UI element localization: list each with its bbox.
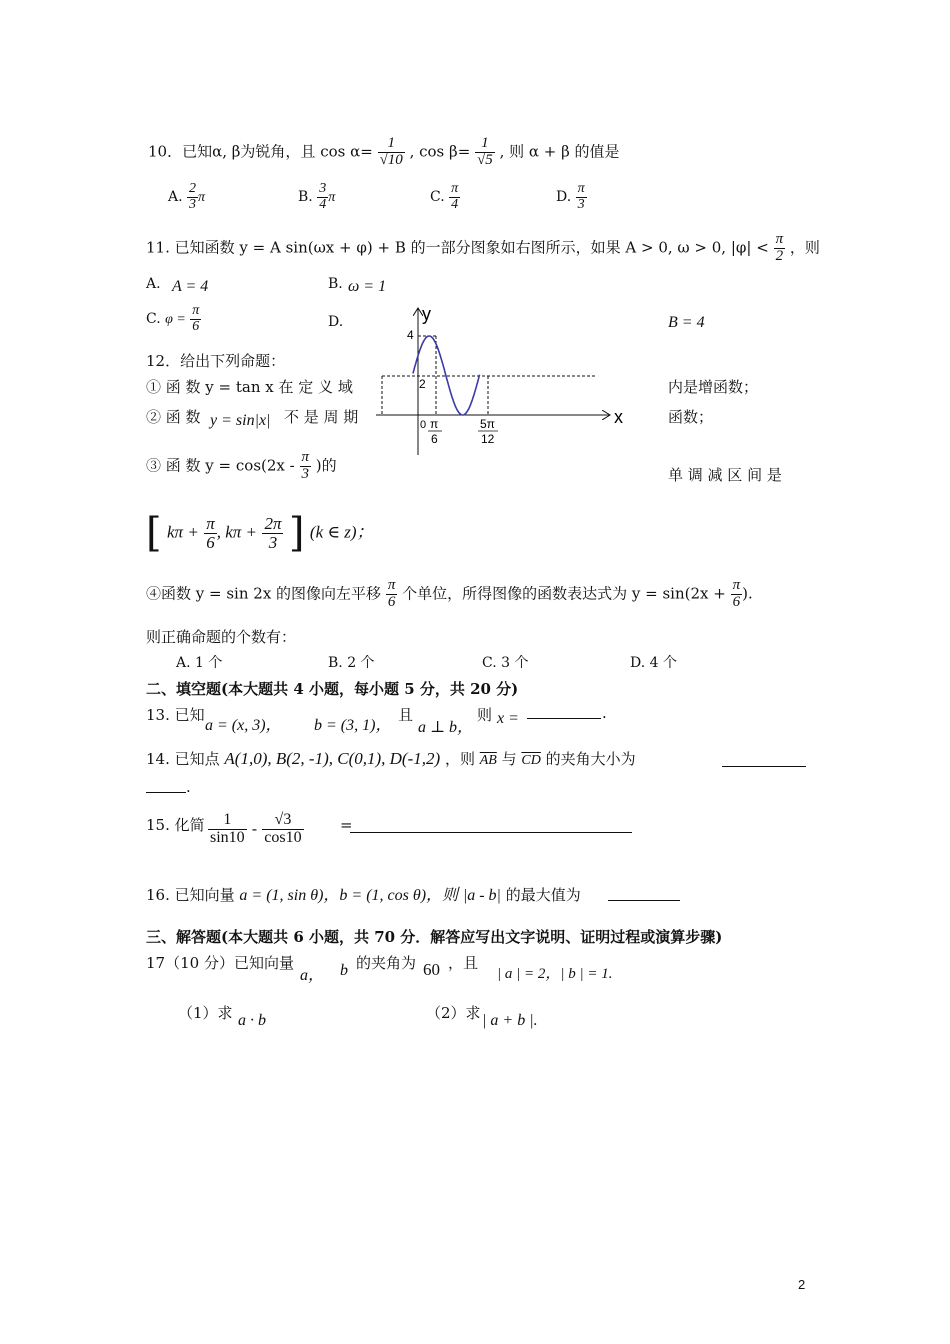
q13-perp: a ⊥ b， bbox=[418, 719, 474, 736]
q12-prop3-tail: 单 调 减 区 间 是 bbox=[668, 466, 782, 484]
q12-prop2-b: 不 是 周 期 bbox=[284, 408, 359, 426]
q13-f: 则 bbox=[477, 706, 493, 724]
q13-period: . bbox=[602, 704, 607, 722]
q10-option-c[interactable]: C. $\frac{\pi}{4}$ bbox=[430, 181, 459, 212]
q17-a: 17（10 分）已知向量 bbox=[146, 954, 294, 972]
q12-prop3: ③ 函 数 y = cos(2x - $\frac{\pi}{3}$ )的 bbox=[146, 449, 337, 482]
q13-vec-a: a = (x, 3)， bbox=[205, 717, 282, 734]
q12-option-d[interactable]: D. 4 个 bbox=[630, 655, 677, 671]
q10-stem: 10．已知α, β为锐角，且 cos α= $\frac{1}{√10}$ , cos β= $\frac{1}{√5}$ , 则 α + β 的值是 bbox=[148, 135, 620, 168]
q17-part2: （2）求 bbox=[426, 1004, 481, 1022]
tick-pi6-num: π bbox=[430, 417, 439, 431]
q17-vb: b bbox=[340, 962, 348, 979]
q12-option-b[interactable]: B. 2 个 bbox=[328, 655, 375, 671]
q12-prop2-c: 函数； bbox=[668, 408, 714, 426]
q16-abs: |a - b| bbox=[462, 887, 501, 904]
q14-points: A(1,0), B(2, -1), C(0,1), D(-1,2) bbox=[224, 749, 441, 768]
q12-option-a[interactable]: A. 1 个 bbox=[176, 655, 223, 671]
q10-option-a[interactable]: A. $\frac{2}{3}$ π bbox=[168, 181, 206, 212]
q14-answer-blank-2[interactable] bbox=[146, 774, 186, 793]
q14-vec-cd: $\overline{CD}$ bbox=[521, 753, 541, 768]
q17-part1: （1）求 bbox=[178, 1004, 233, 1022]
q17-c: ，且 bbox=[448, 954, 479, 972]
q11-option-d-value: B = 4 bbox=[668, 314, 705, 331]
q12-prop2-math: y = sin|x| bbox=[210, 412, 271, 429]
q11-option-b[interactable]: B. bbox=[328, 276, 343, 292]
q11-option-a[interactable]: A. bbox=[146, 276, 161, 292]
q12-prop3-interval: [ kπ + $\frac{\pi}{6}$ , kπ + $\frac{2\pi}{3}$ ] (k ∈ z)； bbox=[146, 510, 374, 556]
q15-a: 15. 化简 bbox=[146, 816, 205, 834]
q17-d: | a | = 2，| b | = 1. bbox=[497, 966, 613, 982]
y-axis-label: y bbox=[422, 304, 431, 324]
q17-va: a， bbox=[300, 967, 325, 984]
q12-stem: 12．给出下列命题： bbox=[146, 352, 286, 370]
q10-stem-text: 10．已知α, β为锐角，且 cos α= bbox=[148, 142, 373, 161]
q16-line: 16. 已知向量 a = (1, sin θ)，b = (1, cos θ)，则 |a - b| 的最大值为 bbox=[146, 886, 581, 904]
q17-part1-math: a · b bbox=[238, 1012, 266, 1029]
q10-option-b[interactable]: B. $\frac{3}{4}$ π bbox=[298, 181, 336, 212]
q11-stem: 11. 已知函数 y = A sin(ωx + φ) + B 的一部分图象如右图所示，如果 A > 0, ω > 0, |φ| < $\frac{\pi}{2}$ ，则 bbox=[146, 231, 820, 264]
q17-b: 的夹角为 bbox=[356, 954, 417, 972]
tick-pi6-den: 6 bbox=[431, 432, 438, 446]
q14-line: 14. 已知点 A(1,0), B(2, -1), C(0,1), D(-1,2) ，则 $\overline{AB}$ 与 $\overline{CD}$ 的夹角大小为 bbox=[146, 749, 636, 768]
q16-answer-blank[interactable] bbox=[608, 882, 680, 901]
q11-frac-pi-over-2: $\frac{\pi}{2}$ bbox=[775, 231, 784, 264]
q13-x: x = bbox=[497, 710, 519, 727]
section-2-heading: 二、填空题(本大题共 4 小题，每小题 5 分，共 20 分) bbox=[146, 680, 519, 698]
q11-option-d[interactable]: D. bbox=[328, 314, 344, 330]
q12-ask: 则正确命题的个数有： bbox=[146, 628, 297, 646]
function-graph bbox=[370, 300, 630, 460]
tick-5pi12-den: 12 bbox=[481, 432, 495, 446]
page-number: 2 bbox=[798, 1277, 806, 1292]
q14-period: . bbox=[186, 778, 191, 796]
q17-part2-math: | a + b |. bbox=[482, 1012, 538, 1029]
q12-prop1-b: 内是增函数； bbox=[668, 378, 759, 396]
q12-option-c[interactable]: C. 3 个 bbox=[482, 655, 529, 671]
q13-answer-blank[interactable] bbox=[527, 700, 601, 719]
q13-vec-b: b = (3, 1)， bbox=[314, 717, 392, 734]
q15-answer-blank[interactable] bbox=[350, 814, 632, 833]
tick-4: 4 bbox=[407, 328, 414, 342]
q10-frac-cos-alpha: $\frac{1}{√10}$ bbox=[379, 135, 403, 168]
q13-d: 且 bbox=[398, 706, 414, 724]
x-axis-label: x bbox=[614, 407, 623, 427]
section-3-heading: 三、解答题(本大题共 6 小题，共 70 分．解答应写出文字说明、证明过程或演算步骤) bbox=[146, 928, 723, 946]
tick-2: 2 bbox=[419, 377, 426, 391]
q12-prop2-a: ② 函 数 bbox=[146, 408, 201, 426]
tick-5pi12-num: 5π bbox=[480, 417, 495, 431]
q15-expr: $\frac{1}{\sin 10}$ - $\frac{√3}{\cos 10}$ bbox=[210, 811, 302, 846]
q11-option-c[interactable]: C. φ = $\frac{\pi}{6}$ bbox=[146, 303, 200, 334]
origin-label: 0 bbox=[420, 419, 427, 431]
q10-option-d[interactable]: D. $\frac{\pi}{3}$ bbox=[556, 181, 585, 212]
q13-a: 13. 已知 bbox=[146, 706, 205, 724]
q10-frac-cos-beta: $\frac{1}{√5}$ bbox=[477, 135, 493, 168]
q12-prop1-a: ① 函 数 y = tan x 在 定 义 域 bbox=[146, 378, 353, 396]
q15-equals: = bbox=[340, 816, 353, 834]
q17-deg: 60 bbox=[423, 960, 440, 979]
q11-option-a-value: A = 4 bbox=[172, 278, 209, 295]
q14-vec-ab: $\overline{AB}$ bbox=[479, 753, 497, 768]
q12-prop4: ④函数 y = sin 2x 的图像向左平移 $\frac{\pi}{6}$ 个单位，所得图像的函数表达式为 y = sin(2x + $\frac{\pi}{6}$ ). bbox=[146, 577, 753, 610]
q11-option-b-value: ω = 1 bbox=[348, 278, 387, 295]
q14-answer-blank-1[interactable] bbox=[722, 748, 806, 767]
